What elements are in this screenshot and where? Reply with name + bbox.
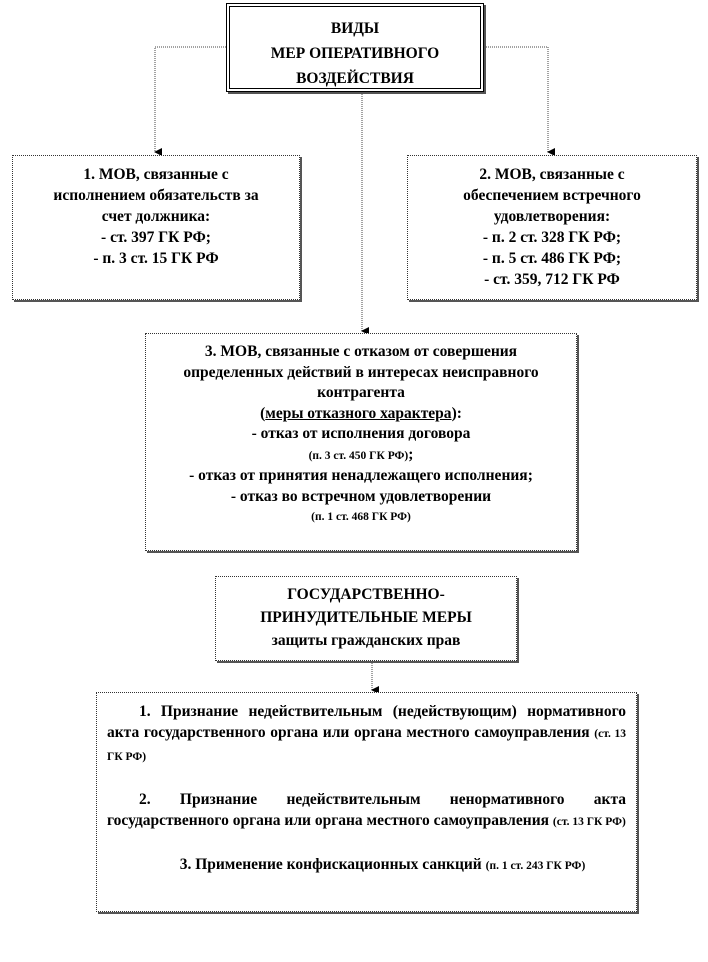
- title-line: ВОЗДЕЙСТВИЯ: [296, 70, 414, 87]
- paren: ):: [451, 404, 462, 422]
- underlined-heading: меры отказного характера: [265, 404, 452, 422]
- item-text: 3. Применение конфискационных санкций: [179, 856, 486, 873]
- item-text: 2. Признание недействительным ненормативного акта государственного органа или органа местного самоуправления: [107, 791, 626, 829]
- box-line: [146, 404, 576, 425]
- box-line: - ст. 359, 712 ГК РФ: [484, 271, 620, 288]
- box-line: обеспечением встречного: [463, 187, 641, 204]
- punct: ;: [408, 445, 414, 463]
- box-line: ПРИНУДИТЕЛЬНЫЕ МЕРЫ: [260, 609, 472, 626]
- box-line: - отказ от принятия ненадлежащего исполнения;: [189, 467, 533, 484]
- title-line: МЕР ОПЕРАТИВНОГО: [270, 45, 440, 62]
- box-line: - ст. 397 ГК РФ;: [101, 229, 211, 246]
- box-line: защиты гражданских прав: [271, 632, 461, 649]
- box-state-measures-list: [96, 692, 637, 912]
- law-reference: (п. 3 ст. 450 ГК РФ): [308, 449, 409, 462]
- box-line: 3. МОВ, связанные с отказом от совершения: [204, 343, 518, 360]
- box-line: контрагента: [317, 384, 405, 401]
- box-line: - отказ от исполнения договора: [251, 425, 471, 442]
- arrow-left: [155, 47, 226, 152]
- box-counter-satisfaction: [407, 155, 697, 300]
- box-debtor-measures: [12, 155, 300, 300]
- box-line: 1. МОВ, связанные с: [83, 166, 229, 183]
- box-line: - п. 2 ст. 328 ГК РФ;: [482, 229, 622, 246]
- law-reference: (ст. 13 ГК РФ): [107, 728, 627, 763]
- box-line: - отказ во встречном удовлетворении: [230, 487, 492, 505]
- box-line: ГОСУДАРСТВЕННО-: [287, 586, 445, 603]
- title-box: [226, 3, 484, 92]
- box-line: - п. 3 ст. 15 ГК РФ: [93, 250, 219, 267]
- box-line: - п. 5 ст. 486 ГК РФ;: [482, 250, 622, 267]
- list-item: [107, 789, 626, 833]
- box-line: определенных действий в интересах неисправного: [183, 363, 539, 381]
- box-state-measures: [215, 576, 517, 661]
- arrow-right: [484, 47, 548, 152]
- box-line: удовлетворения:: [493, 208, 611, 225]
- box-line: [146, 445, 576, 467]
- list-item: [107, 701, 626, 768]
- paren: (: [260, 404, 266, 422]
- law-reference: (п. 1 ст. 468 ГК РФ): [311, 511, 411, 523]
- box-line: 2. МОВ, связанные с: [479, 166, 625, 183]
- law-reference: (ст. 13 ГК РФ): [552, 816, 626, 828]
- law-reference: (п. 1 ст. 243 ГК РФ): [485, 860, 586, 872]
- title-line: ВИДЫ: [330, 20, 380, 37]
- box-line: исполнением обязательств за: [53, 187, 259, 204]
- item-text: 1. Признание недействительным (недействующим) нормативного акта государственного органа или органа местного самоуправления: [107, 703, 626, 741]
- box-line: счет должника:: [101, 208, 211, 225]
- list-item: [107, 854, 626, 877]
- box-refusal-measures: [145, 333, 577, 551]
